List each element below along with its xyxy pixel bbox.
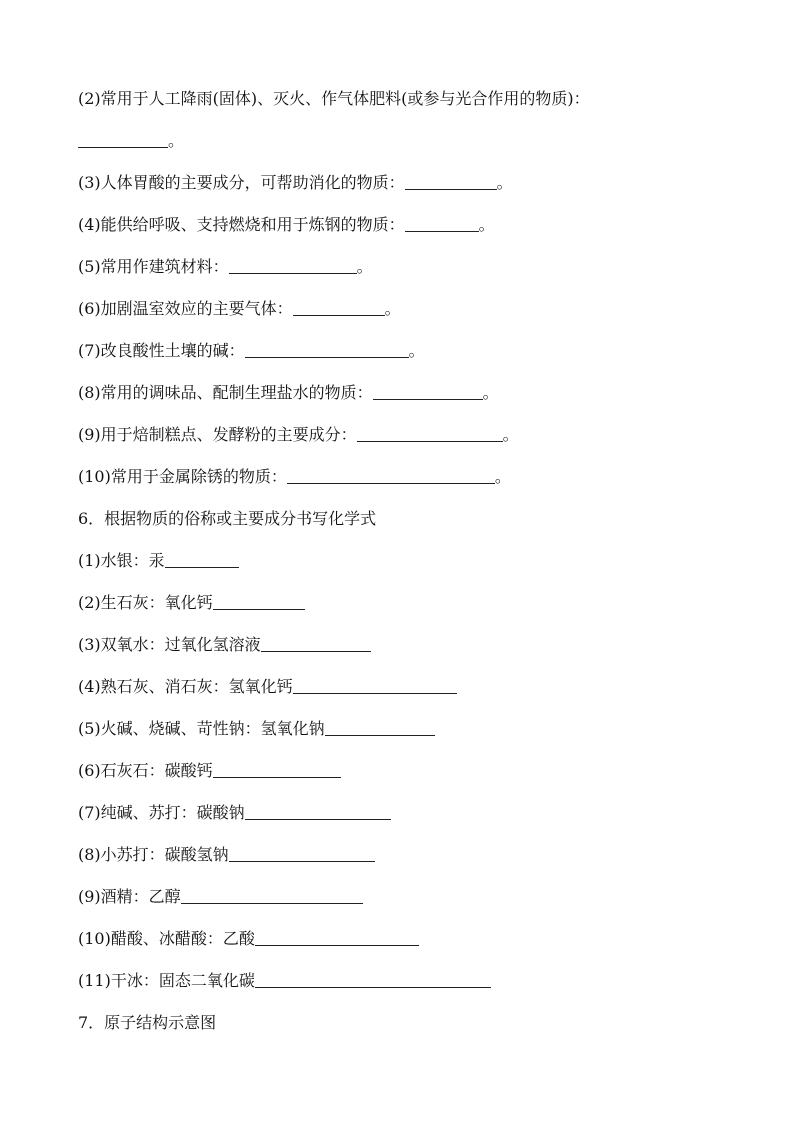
answer-blank[interactable]	[357, 425, 503, 442]
question-5-9	[78, 424, 519, 446]
answer-blank[interactable]	[255, 929, 419, 946]
question-text: (4)熟石灰、消石灰：氢氧化钙	[78, 677, 293, 696]
question-6-9	[78, 886, 363, 908]
answer-blank[interactable]	[405, 173, 497, 190]
question-suffix: 。	[356, 257, 373, 276]
section-heading: 7．原子结构示意图	[78, 1013, 217, 1032]
section-heading: 6．根据物质的俗称或主要成分书写化学式	[78, 509, 377, 528]
answer-blank[interactable]	[181, 887, 363, 904]
answer-blank[interactable]	[287, 467, 495, 484]
question-text: (8)常用的调味品、配制生理盐水的物质：	[78, 383, 373, 402]
question-suffix: 。	[168, 131, 185, 150]
question-5-4	[78, 214, 495, 236]
question-text: (7)改良酸性土壤的碱：	[78, 341, 245, 360]
question-6-10	[78, 928, 419, 950]
question-suffix: 。	[496, 173, 513, 192]
answer-blank[interactable]	[213, 761, 341, 778]
question-text: (4)能供给呼吸、支持燃烧和用于炼钢的物质：	[78, 215, 405, 234]
question-text: (8)小苏打：碳酸氢钠	[78, 845, 229, 864]
question-text: (11)干冰：固态二氧化碳	[78, 971, 255, 990]
answer-blank[interactable]	[261, 635, 371, 652]
question-text: (2)常用于人工降雨(固体)、灭火、作气体肥料(或参与光合作用的物质)：	[78, 89, 590, 108]
answer-blank[interactable]	[229, 845, 375, 862]
question-text: (6)加剧温室效应的主要气体：	[78, 299, 293, 318]
section-7-heading	[78, 1012, 216, 1034]
question-text: (9)酒精：乙醇	[78, 887, 181, 906]
question-6-5	[78, 718, 435, 740]
question-suffix: 。	[478, 215, 495, 234]
answer-blank[interactable]	[325, 719, 435, 736]
question-suffix: 。	[482, 383, 499, 402]
question-text: (7)纯碱、苏打：碳酸钠	[78, 803, 245, 822]
question-text: (6)石灰石：碳酸钙	[78, 761, 213, 780]
question-suffix: 。	[408, 341, 425, 360]
answer-blank[interactable]	[373, 383, 483, 400]
question-5-2	[78, 88, 590, 110]
answer-blank[interactable]	[245, 341, 409, 358]
question-text: (1)水银：汞	[78, 551, 165, 570]
question-text: (5)火碱、烧碱、苛性钠：氢氧化钠	[78, 719, 325, 738]
question-6-1	[78, 550, 239, 572]
question-suffix: 。	[384, 299, 401, 318]
answer-blank[interactable]	[78, 131, 168, 148]
question-text: (9)用于焙制糕点、发酵粉的主要成分：	[78, 425, 357, 444]
question-text: (3)人体胃酸的主要成分，可帮助消化的物质：	[78, 173, 405, 192]
answer-blank[interactable]	[229, 257, 357, 274]
answer-blank[interactable]	[213, 593, 305, 610]
answer-blank[interactable]	[405, 215, 479, 232]
question-6-11	[78, 970, 491, 992]
question-text: (10)醋酸、冰醋酸：乙酸	[78, 929, 255, 948]
question-5-10	[78, 466, 511, 488]
question-5-2-answer	[78, 130, 184, 152]
question-5-7	[78, 340, 425, 362]
answer-blank[interactable]	[245, 803, 391, 820]
question-suffix: 。	[494, 467, 511, 486]
question-6-3	[78, 634, 371, 656]
answer-blank[interactable]	[293, 299, 385, 316]
question-6-8	[78, 844, 375, 866]
question-6-2	[78, 592, 305, 614]
question-text: (10)常用于金属除锈的物质：	[78, 467, 287, 486]
question-6-4	[78, 676, 457, 698]
section-6-heading	[78, 508, 376, 530]
question-5-8	[78, 382, 499, 404]
question-5-5	[78, 256, 373, 278]
question-suffix: 。	[502, 425, 519, 444]
question-6-6	[78, 760, 341, 782]
question-text: (3)双氧水：过氧化氢溶液	[78, 635, 261, 654]
question-5-3	[78, 172, 513, 194]
answer-blank[interactable]	[255, 971, 491, 988]
question-6-7	[78, 802, 391, 824]
answer-blank[interactable]	[293, 677, 457, 694]
question-text: (5)常用作建筑材料：	[78, 257, 229, 276]
question-5-6	[78, 298, 401, 320]
answer-blank[interactable]	[165, 551, 239, 568]
question-text: (2)生石灰：氧化钙	[78, 593, 213, 612]
